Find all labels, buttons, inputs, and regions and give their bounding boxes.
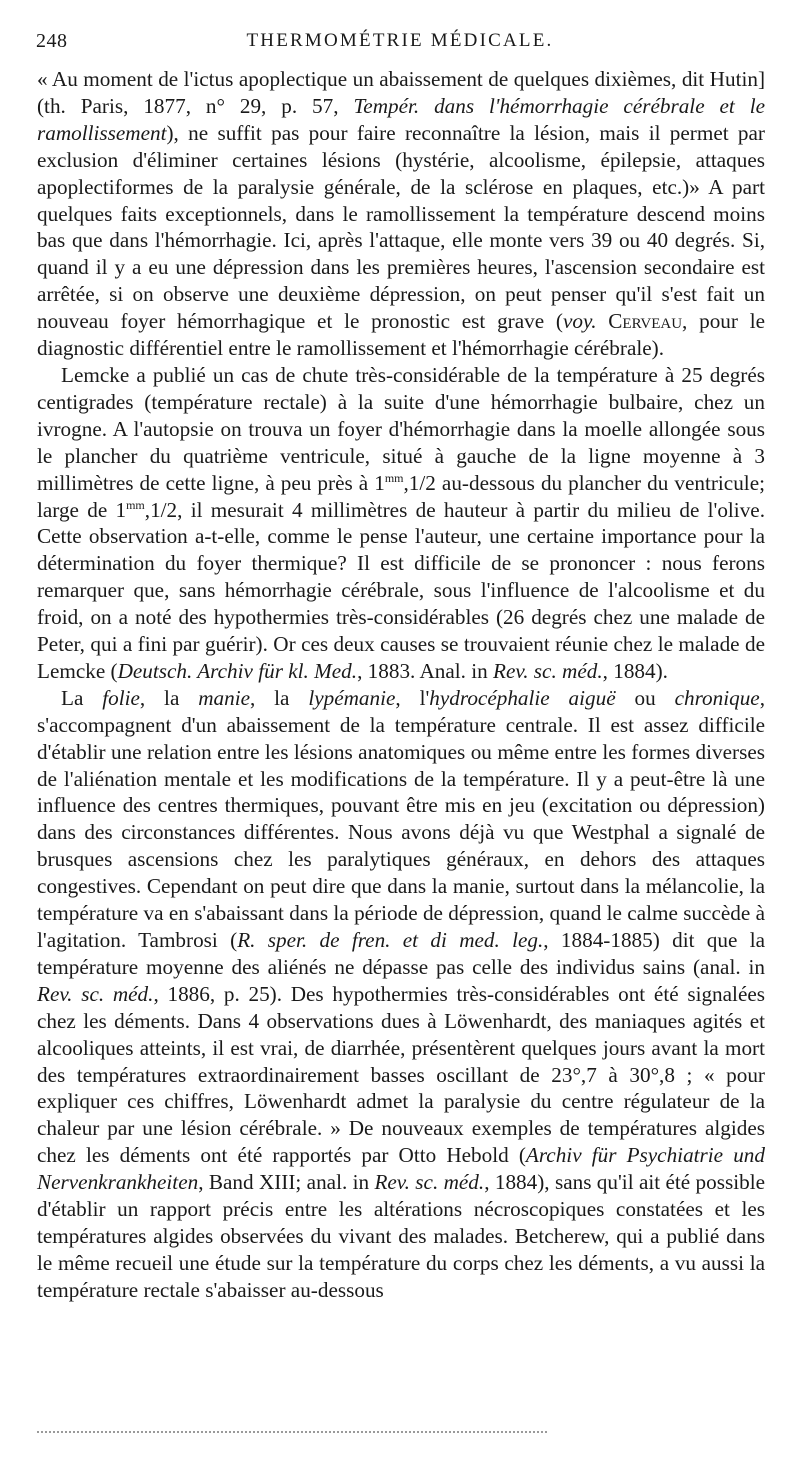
italic-text: Rev. sc. méd.: [493, 658, 603, 683]
italic-text: R. sper. de fren. et di med. leg.: [237, 928, 544, 952]
text-run: [597, 309, 609, 333]
text-run: , 1884).: [602, 658, 668, 683]
italic-text: chronique: [674, 685, 760, 710]
superscript-text: mm: [126, 497, 145, 512]
italic-text: Tempér. dans l'hémorrhagie cérébrale et le ramollissement: [37, 93, 765, 145]
italic-text: folie: [102, 685, 140, 710]
italic-text: manie: [198, 685, 250, 710]
text-run: , l': [395, 685, 430, 710]
italic-text: Rev. sc. méd.: [374, 1170, 485, 1195]
text-run: , pour le diagnostic différentiel entre le ramollissement et l'hémorrhagie cérébrale).: [37, 309, 766, 361]
italic-text: Deutsch. Archiv für kl. Med.: [117, 658, 358, 683]
text-run: ou: [615, 685, 675, 710]
superscript-text: mm: [384, 470, 404, 485]
text-run: Lemcke a publié un cas de chute très-considérable de la température à 25 degrés centigrades (température rectale) à la suite d'une hémorrhagie bulbaire, chez un ivrogne. A l'autopsie on trouva un foyer d'hémorrhagie dans la moelle allongée sous le plancher du quatrième ventricule, situé à gauche de la ligne moyenne à 3 millimètres de cette ligne, à peu près à 1: [37, 362, 765, 495]
text-run: , la: [139, 685, 199, 710]
footer-dotted-rule: [37, 1431, 547, 1433]
italic-text: lypémanie: [308, 685, 396, 710]
paragraph-ictus: [37, 66, 765, 362]
page-number: 248: [36, 30, 68, 52]
italic-text: hydrocéphalie aiguë: [429, 685, 616, 710]
text-run: ,1/2, il mesurait 4 millimètres de hauteur à partir du milieu de l'olive. Cette observation a-t-elle, comme le pense l'auteur, une certaine importance pour la détermination du foyer thermique? Il est difficile de se prononcer : nous ferons remarquer que, sans hémorrhagie cérébrale, sous l'influence de l'alcoolisme et du froid, on a noté des hypothermies très-considérables (26 degrés chez une malade de Peter, qui a fini par guérir). Or ces deux causes se trouvaient réunie chez le malade de Lemcke (: [37, 497, 765, 683]
text-run: , 1883. Anal. in: [357, 658, 494, 683]
text-run: , s'accompagnent d'un abaissement de la température centrale. Il est assez difficile d'établir une relation entre les lésions anatomiques ou même entre les formes diverses de l'aliénation mentale et les modifications de la température. Il y a peut-être là une influence des centres thermiques, pouvant être mis en jeu (excitation ou dépression) dans des circonstances différentes. Nous avons déjà vu que Westphal a signalé de brusques ascensions chez les paralytiques généraux, en dehors des attaques congestives. Cependant on peut dire que dans la manie, surtout dans la mélancolie, la température va en s'abaissant dans la période de dépression, quand le calme succède à l'agitation. Tambrosi (: [37, 685, 765, 952]
text-run: « Au moment de l'ictus apoplectique un abaissement de quelques dixièmes, dit Hutin] (th. Paris, 1877, n° 29, p. 57,: [37, 67, 765, 118]
page-body: [37, 66, 765, 1304]
small-caps-text: Cerveau: [608, 309, 683, 334]
text-run: ), ne suffit pas pour faire reconnaître la lésion, mais il permet par exclusion d'éliminer certaines lésions (hystérie, alcoolisme, épilepsie, attaques apoplectiformes de la paralysie générale, de la sclérose en plaques, etc.)» A part quelques faits exceptionnels, dans le ramollissement la température descend moins bas que dans l'hémorrhagie. Ici, après l'attaque, elle monte vers 39 ou 40 degrés. Si, quand il y a eu une dépression dans les premières heures, l'ascension secondaire est arrêtée, si on observe une deuxième dépression, on peut penser qu'il s'est fait un nouveau foyer hémorrhagique et le pronostic est grave (: [37, 120, 765, 334]
italic-text: voy.: [562, 309, 597, 334]
paragraph-folie: [37, 685, 765, 1304]
text-run: , Band XIII; anal. in: [198, 1170, 375, 1195]
text-run: La: [61, 685, 103, 710]
text-run: , la: [250, 685, 309, 710]
page-header: [36, 30, 764, 58]
text-run: , 1886, p. 25). Des hypothermies très-considérables ont été signalées chez les déments. Dans 4 observations dues à Löwenhardt, des maniaques agités et alcooliques atteints, il est vrai, de diarrhée, présentèrent quelques jours avant la mort des températures extraordinairement basses oscillant de 23°,7 à 30°,8 ; « pour expliquer ces chiffres, Löwenhardt admet la paralysie du centre régulateur de la chaleur par une lésion cérébrale. » De nouveaux exemples de températures algides chez les déments ont été rapportés par Otto Hebold (: [37, 981, 765, 1168]
text-run: , 1884), sans qu'il ait été possible d'établir un rapport précis entre les altérations nécroscopiques constatées et les températures algides observées du vivant des malades. Betcherew, qui a publié dans le même recueil une étude sur la température du corps chez les déments, a vu aussi la température rectale s'abaisser au-dessous: [37, 1170, 765, 1302]
running-title: THERMOMÉTRIE MÉDICALE.: [246, 30, 554, 51]
text-run: , 1884-1885) dit que la température moyenne des aliénés ne dépasse pas celle des individus sains (anal. in: [37, 928, 765, 979]
italic-text: Rev. sc. méd.: [37, 981, 154, 1006]
italic-text: Archiv für Psychiatrie und Nervenkrankheiten: [37, 1143, 765, 1195]
paragraph-lemcke: [37, 362, 765, 685]
text-run: ,1/2 au-dessous du plancher du ventricule; large de 1: [37, 470, 765, 522]
